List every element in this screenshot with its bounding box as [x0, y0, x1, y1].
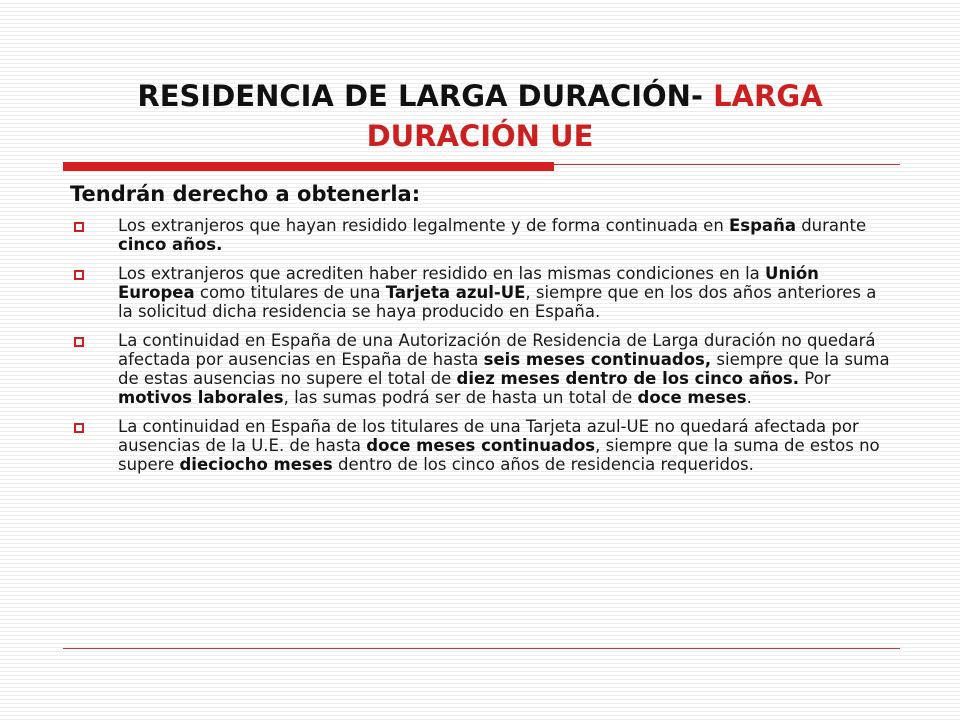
footer-rule: [63, 648, 900, 649]
bullet-segment: La continuidad en España de una Autorización de Residencia de Larga duración no quedará afectada por ausencias en España de hasta: [118, 331, 876, 369]
title-underline-thick: [63, 162, 554, 171]
bullet-segment: .: [746, 388, 752, 407]
bullet-segment: Los extranjeros que acrediten haber residido en las mismas condiciones en la: [118, 264, 766, 283]
bullet-bold-segment: motivos laborales: [118, 388, 284, 407]
bullet-segment: dentro de los cinco años de residencia requeridos.: [332, 455, 754, 474]
square-bullet-icon: [74, 222, 84, 232]
bullet-segment: Los extranjeros que hayan residido legalmente y de forma continuada en: [118, 216, 730, 235]
bullet-segment: , siempre que la suma de estos no supere: [118, 436, 880, 474]
bullet-text: [118, 264, 876, 321]
title-underline-thin: [554, 164, 900, 165]
bullet-text: [118, 331, 890, 407]
bullet-item: [72, 331, 892, 407]
bullet-item: [72, 216, 892, 254]
bullet-bold-segment: doce meses continuados: [366, 436, 596, 455]
bullet-bold-segment: Unión Europea: [118, 264, 819, 302]
slide-title-accent: LARGA DURACIÓN UE: [366, 79, 823, 153]
bullet-item: [72, 417, 892, 474]
bullet-segment: como titulares de una: [194, 283, 386, 302]
bullet-segment: durante: [795, 216, 867, 235]
square-bullet-icon: [74, 337, 84, 347]
bullet-item: [72, 264, 892, 321]
bullet-bold-segment: Tarjeta azul-UE: [385, 283, 526, 302]
square-bullet-icon: [74, 423, 84, 433]
slide-title-main: RESIDENCIA DE LARGA DURACIÓN-: [137, 79, 714, 113]
bullet-bold-segment: doce meses: [637, 388, 747, 407]
bullet-bold-segment: cinco años.: [118, 235, 223, 254]
bullet-segment: , las sumas podrá ser de hasta un total de: [283, 388, 638, 407]
section-heading: Tendrán derecho a obtenerla:: [70, 182, 421, 206]
bullet-bold-segment: seis meses continuados,: [483, 350, 712, 369]
square-bullet-icon: [74, 270, 84, 280]
bullet-segment: siempre que la suma de estas ausencias no supere el total de: [118, 350, 890, 388]
bullet-bold-segment: diez meses dentro de los cinco años.: [456, 369, 800, 388]
bullet-text: [118, 216, 866, 254]
bullet-text: [118, 417, 880, 474]
bullet-segment: La continuidad en España de los titulares de una Tarjeta azul-UE no quedará afectada por ausencias de la U.E. de hasta: [118, 417, 859, 455]
bullet-list: [72, 216, 892, 484]
bullet-bold-segment: dieciocho meses: [179, 455, 333, 474]
bullet-segment: , siempre que en los dos años anteriores a la solicitud dicha residencia se haya producido en España.: [118, 283, 877, 321]
bullet-bold-segment: España: [729, 216, 796, 235]
bullet-segment: Por: [799, 369, 831, 388]
slide-title: [60, 76, 900, 156]
